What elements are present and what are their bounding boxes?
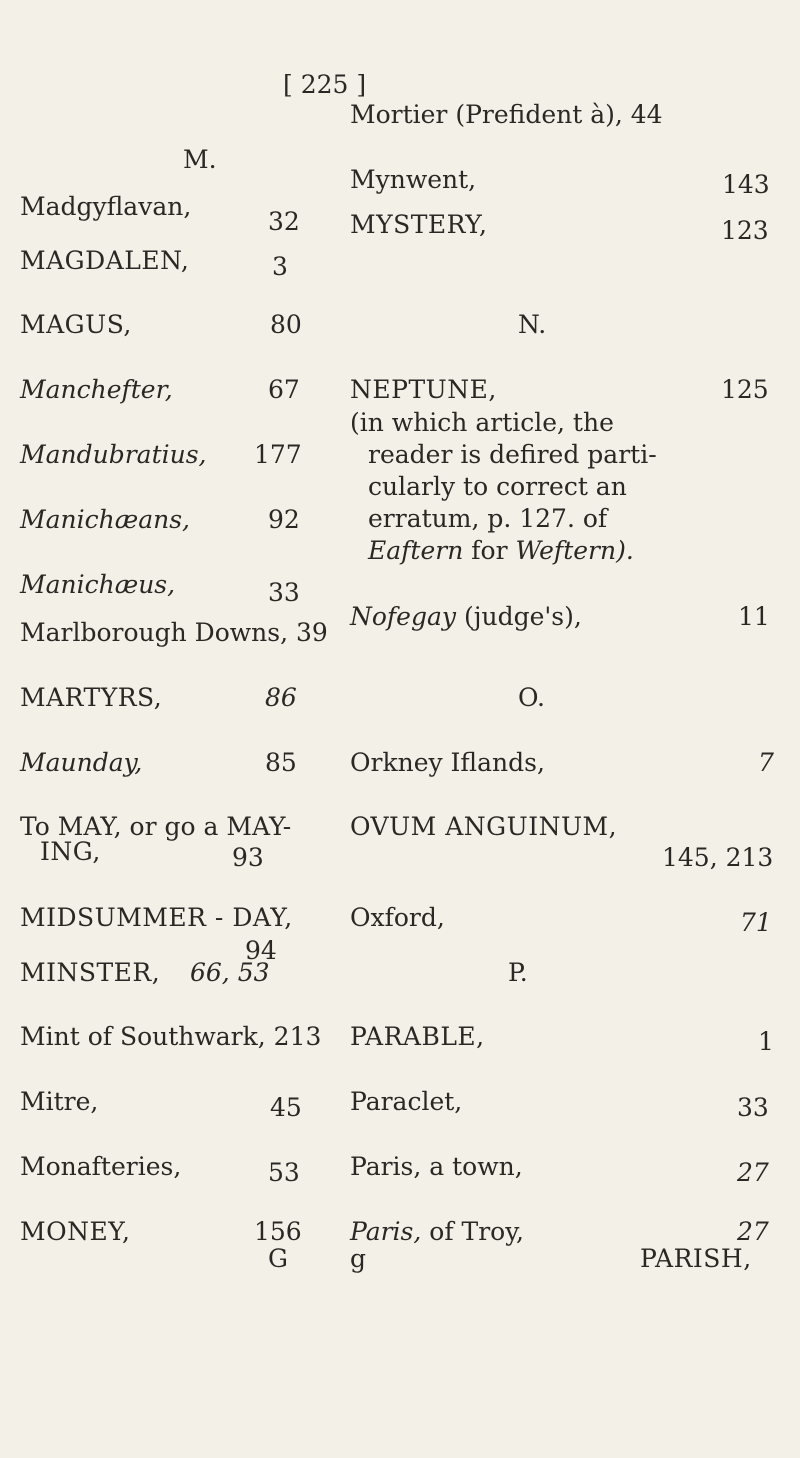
index-entry-page: 3 (272, 252, 288, 281)
section-letter-n: N. (518, 310, 547, 339)
signature-mark: G (268, 1244, 288, 1273)
entry-note-line: erratum, p. 127. of (368, 504, 608, 533)
index-entry-term: MONEY, (20, 1217, 131, 1246)
index-entry-page: 27 (737, 1158, 769, 1187)
index-entry-page: 156 (254, 1217, 302, 1246)
index-entry-term: Marlborough Downs, 39 (20, 618, 328, 647)
index-entry-term: MAGUS, (20, 310, 132, 339)
index-entry-term: ING, (40, 837, 101, 866)
section-letter-p: P. (508, 958, 528, 987)
index-entry-page: 53 (268, 1158, 300, 1187)
term-part: Nofegay (350, 602, 457, 631)
index-entry-page: 66, 53 (190, 958, 270, 987)
section-letter-m: M. (183, 145, 217, 174)
index-entry-term (350, 1217, 524, 1247)
term-part: Paris, (350, 1217, 422, 1246)
index-entry-page: 32 (268, 207, 300, 236)
index-entry-page: 93 (232, 843, 264, 872)
index-entry-term: MIDSUMMER - DAY, (20, 903, 293, 932)
entry-note-line (368, 536, 634, 566)
index-entry-term: Maunday, (20, 748, 143, 777)
index-entry-page: 27 (737, 1217, 769, 1246)
term-part: (judge's), (463, 602, 582, 631)
index-entry-page: 1 (758, 1027, 774, 1056)
index-entry-term: NEPTUNE, (350, 375, 497, 404)
index-entry-page: 177 (254, 440, 302, 469)
index-entry-page: 143 (722, 170, 770, 199)
entry-note-line: (in which article, the (350, 408, 614, 437)
page-number: [ 225 ] (283, 70, 367, 99)
index-entry-term: Mandubratius, (20, 440, 207, 469)
section-letter-o: O. (518, 683, 545, 712)
index-entry-page: 92 (268, 505, 300, 534)
index-entry-term: To MAY, or go a MAY- (20, 812, 292, 841)
index-entry-term (350, 602, 582, 632)
index-entry-term: PARABLE, (350, 1022, 485, 1051)
index-entry-term: OVUM ANGUINUM, (350, 812, 618, 841)
index-entry-term: MAGDALEN, (20, 246, 190, 275)
index-entry-page: 80 (270, 310, 302, 339)
index-entry-term: Paraclet, (350, 1087, 463, 1116)
note-word: for (471, 536, 508, 565)
index-entry-page: 7 (758, 748, 774, 777)
term-part: of Troy, (429, 1217, 524, 1246)
index-entry-page: 67 (268, 375, 300, 404)
index-entry-term: Manichæans, (20, 505, 190, 534)
index-entry-page: 33 (268, 578, 300, 607)
index-entry-page: 123 (721, 216, 769, 245)
index-entry-term: Monafteries, (20, 1152, 182, 1181)
index-entry-page: 33 (737, 1093, 769, 1122)
index-entry-term: Mint of Southwark, 213 (20, 1022, 322, 1051)
index-entry-page: 94 (245, 936, 277, 965)
index-entry-page: 125 (721, 375, 769, 404)
index-entry-term: Mitre, (20, 1087, 99, 1116)
index-entry-page: 11 (738, 602, 770, 631)
note-word: Eaftern (368, 536, 464, 565)
index-entry-term: MYSTERY, (350, 210, 488, 239)
index-entry-term: Oxford, (350, 903, 445, 932)
entry-note-line: cularly to correct an (368, 472, 627, 501)
index-entry-term: Manchefter, (20, 375, 173, 404)
index-entry-term: Orkney Iflands, (350, 748, 545, 777)
note-word: Weftern). (515, 536, 634, 565)
index-entry-term: Paris, a town, (350, 1152, 523, 1181)
catchword: PARISH, (640, 1244, 752, 1273)
entry-note-line: reader is defired parti- (368, 440, 657, 469)
index-entry-page: 45 (270, 1093, 302, 1122)
index-entry-term: Manichæus, (20, 570, 176, 599)
index-entry-page: 71 (740, 908, 772, 937)
index-entry-term: Mortier (Prefident à), 44 (350, 100, 663, 129)
index-entry-term: Mynwent, (350, 165, 477, 194)
index-entry-term: MINSTER, (20, 958, 161, 987)
index-entry-page: 85 (265, 748, 297, 777)
index-entry-page: 86 (265, 683, 297, 712)
index-entry-page: 145, 213 (662, 843, 774, 872)
index-entry-term: MARTYRS, (20, 683, 163, 712)
signature-mark-sub: g (350, 1244, 367, 1273)
index-entry-term: Madgyflavan, (20, 192, 192, 221)
